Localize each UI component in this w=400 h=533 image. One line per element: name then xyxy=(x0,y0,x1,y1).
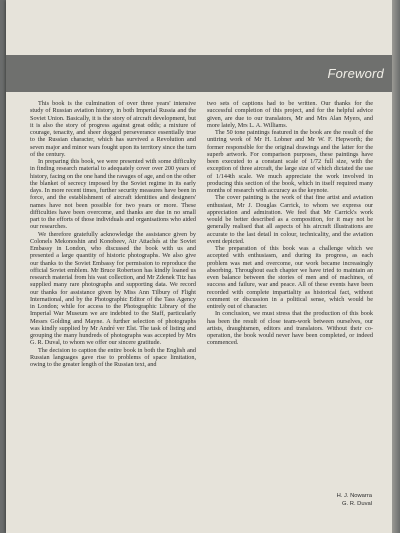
book-page xyxy=(6,0,398,533)
paragraph: two sets of captions had to be written. Our thanks for the successful completion of this project, and for the helpful advice given, are due to our translators, Mr and Mrs Alan Myers, and more lately, Mrs L. A. Williams. xyxy=(207,100,373,129)
author-name: H. J. Nowarra xyxy=(336,493,372,499)
page-edge-shadow xyxy=(392,0,400,533)
paragraph: The cover painting is the work of that fine artist and aviation enthusiast, Mr J. Douglas Carrick, to whom we express our appreciation and admiration. We feel that Mr Carrick's work would be better described as a composition, for it may not be generally realised that all aspects of his aircraft illustrations are accurate to the last detail in colour, technicality, and the aviation event depicted. xyxy=(207,194,373,245)
paragraph: In preparing this book, we were presented with some difficulty in finding research material to adequately cover over 200 years of history, facing on the one hand the ravages of age, and on the other the blanket of secrecy imposed by the Soviet regime in its early days. In more recent times, further security measures have been in force, and the establishment of aircraft identities and designers' names have not been possible for two years or more. These difficulties have been overcome, and thanks are due in no small part to the efforts of those individuals and organisations who aided our researches. xyxy=(30,158,196,231)
paragraph: The 50 tone paintings featured in the book are the result of the untiring work of Mr H. Lobner and Mr W. F. Hepworth; the former responsible for the original drawings and the latter for the superb artwork. For comparison purposes, these paintings have been executed to a constant scale of 1/72 full size, with the exception of three aircraft, the large size of which dictated the use of 1/144th scale. We much appreciate the work involved in producing this section of the book, which in itself required many months of research with accuracy as the keynote. xyxy=(207,129,373,194)
paragraph: We therefore gratefully acknowledge the assistance given by Colonels Mekonoshin and Konobeev, Air Attachés at the Soviet Embassy in London, who discussed the book with us and presented a large quantity of historic photographs. We also give our thanks to the Soviet Embassy for permission to reproduce the official Soviet emblem. Mr Bruce Robertson has kindly loaned us research material from his vast collection, and Mr Zdenek Titz has supplied many rare photographs and supporting data. We record our thanks for assistance given by Miss Ann Tilbury of Flight International, and by the Photographic Editor of the Tass Agency in London; while for access to the Photographic Library of the Imperial War Museum we are indebted to the Staff, particularly Messrs Golding and Mayne. A further selection of photographs was kindly supplied by Mr André ver Elst. The task of listing and grouping the many hundreds of photographs was accepted by Mrs G. R. Duval, to whom we offer our sincere gratitude. xyxy=(30,230,196,347)
signatures xyxy=(337,492,372,508)
paragraph: The decision to caption the entire book in both the English and Russian languages gave rise to problems of space limitation, owing to the greater length of the Russian text, and xyxy=(30,346,196,368)
author-name: G. R. Duval xyxy=(342,501,372,507)
right-column xyxy=(207,100,373,347)
paragraph: This book is the culmination of over three years' intensive study of Russian aviation history, in both Imperial Russia and the Soviet Union. Basically, it is the story of aircraft development, but it is also the story of progress against great odds; a mixture of courage, tenacity, and sheer dogged perseverance essentially true to the Russian character, which has survived a Revolution and seven major and minor wars fought upon its territory since the turn of the century. xyxy=(30,100,196,158)
paragraph: In conclusion, we must stress that the production of this book has been the result of close team-work between ourselves, our artists, draughtsmen, editors and translators. Without their co-operation, the book would never have been completed, or indeed commenced. xyxy=(207,310,373,347)
left-column xyxy=(30,100,196,368)
paragraph: The preparation of this book was a challenge which we accepted with enthusiasm, and during its progress, as each problem was met and overcome, our work became increasingly absorbing. Throughout each chapter we have tried to maintain an even balance between the stories of men and of machines, of success and failure, war and peace. All of these events have been recorded with complete impartiality as historical fact, without comment or discussion in a political sense, which would be entirely out of character. xyxy=(207,245,373,310)
page-title: Foreword xyxy=(327,66,384,81)
